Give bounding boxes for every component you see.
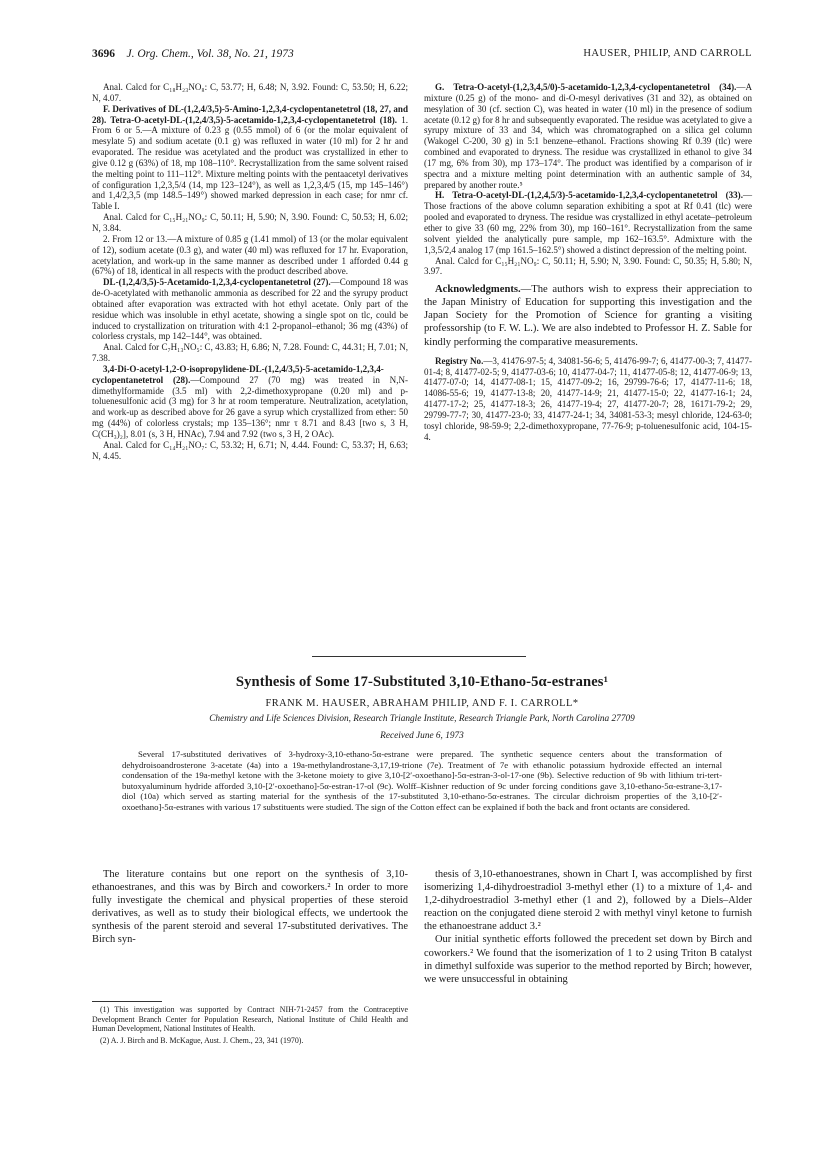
analysis-paragraph: Anal. Calcd for C₁₄H₂₁NO₇: C, 53.32; H, 6.71; N, 4.44. Found: C, 53.37; H, 6.63; N, 4.45. — [92, 439, 408, 461]
experimental-right-column — [424, 82, 752, 442]
body-paragraph: Our initial synthetic efforts followed the precedent set down by Birch and coworkers.² We found that the isomerization of 1 to 2 using Triton B catalyst in dimethyl sulfoxide was superior to the method reported by Birch; however, we were unsuccessful in obtaining — [424, 934, 752, 985]
compound-27-paragraph — [92, 277, 408, 342]
analysis-paragraph: Anal. Calcd for C₁₅H₂₁NO₉: C, 50.11; H, 5.90; N, 3.90. Found: C, 50.35; H, 5.80; N, 3.97. — [424, 255, 752, 277]
header-left — [92, 48, 294, 60]
article-title: Synthesis of Some 17-Substituted 3,10-Ethano-5α-estranes¹ — [235, 674, 609, 690]
journal-citation: J. Org. Chem., Vol. 38, No. 21, 1973 — [126, 48, 294, 60]
experimental-left-column — [92, 82, 408, 462]
compound-27-heading: DL-(1,2,4/3,5)-5-Acetamido-1,2,3,4-cyclopentanetetrol (27). — [103, 277, 331, 288]
section-g-body: —A mixture (0.25 g) of the mono- and di-O-mesyl derivatives (31 and 32), as obtained on mesylation of 30 (cf. section C), was heated in water (10 ml) in the presence of sodium acetate (0.12 g) for 8 hr and subsequently evaporated. The residue was acetylated to give a syrupy mixture of 33 and 34, which was chromatographed on a silica gel column (Wakogel C-200, 30 g) in 5:1 benzene–ethanol. Fractions showing Rf 0.39 (tlc) were combined and evaporated to dryness. The residue was crystallized in ethanol to give 34 (17 mg, 6% from 30), mp 173–174°. The product was identified by a comparison of ir spectra and a mixture melting point determination with an authentic sample of 34, prepared by another route.⁵ — [424, 82, 752, 190]
section-f-heading: F. Derivatives of DL-(1,2,4/3,5)-5-Amino-1,2,3,4-cyclopentanetetrol (18, 27, and 28). Tetra-O-acetyl-DL-(1,2,4/3,5)-5-acetamido-1,2,3,4-cyclopentanetetrol (18). — [92, 103, 408, 125]
compound-27-body: —Compound 18 was de-O-acetylated with methanolic ammonia as described for 22 and the syrupy product obtained after evaporation was extracted with hot ethyl acetate. Only part of the residue which was insoluble in ethyl acetate, showing a single spot on tlc, could be induced to crystallization on trituration with 4:1 2-propanol–ethanol; 36 mg (43%) of colorless crystals, mp 142–144°, was obtained. — [92, 277, 408, 342]
article-separator — [312, 656, 526, 657]
registry-numbers — [424, 356, 752, 443]
acknowledgments-heading: Acknowledgments. — [435, 284, 521, 296]
intro-paragraph: The literature contains but one report on the synthesis of 3,10-ethanoestranes, and this was by Birch and coworkers.² In order to more fully investigate the chemical and physical properties of these steroid derivatives, as well as to study their biological effects, we undertook the synthesis of the parent steroid and several 17-substituted derivatives. The Birch syn- — [92, 869, 408, 946]
running-authors: HAUSER, PHILIP, AND CARROLL — [583, 48, 752, 59]
page-number: 3696 — [92, 48, 115, 60]
registry-heading: Registry No. — [435, 355, 484, 366]
received-date: Received June 6, 1973 — [380, 731, 464, 741]
abstract — [122, 749, 722, 812]
running-header — [92, 48, 752, 64]
article-body-left — [92, 868, 408, 947]
abstract-text: Several 17-substituted derivatives of 3-hydroxy-3,10-ethano-5α-estrane were prepared. The synthetic sequence centers about the transformation of dehydroisoandrosterone 3-acetate (4a) into a 19a-methylandrostane-3,17,19-trione (7e). Treatment of 7e with ethanolic potassium hydroxide effected an internal condensation of the 19a-methyl ketone with the 3-ketone moiety to give 3,10-[2′-oxoethano]-5α-estran-3-ol-17-one (9b). Selective reduction of 9b with lithium tri-tert-butoxyaluminum hydride afforded 3,10-[2′-oxoethano]-5α-estran-17-ol (9c). Wolff–Kishner reduction of 9c under forcing conditions gave 3,10-ethano-5α-estrane-3,17-diol (10a) which served as starting material for the synthesis of the 17-substituted 3,10-ethano-5α-estranes. The circular dichroism properties of the 3,10-[2′-oxoethano]-5α-estranes with various 17 substituents were studied. The sign of the Cotton effect can be explained if both the back and front octants are considered. — [122, 749, 722, 812]
footnote-2: (2) A. J. Birch and B. McKague, Aust. J. Chem., 23, 341 (1970). — [100, 1035, 304, 1045]
procedure-paragraph: 2. From 12 or 13.—A mixture of 0.85 g (1.41 mmol) of 13 (or the molar equivalent of 12), sodium acetate (0.3 g), and water (40 ml) was refluxed for 17 hr. Evaporation, acetylation, and work-up in the same manner as described under 1 afforded 0.44 g (67%) of 18, identical in all respects with the product described above. — [92, 233, 408, 277]
footnotes — [92, 1005, 408, 1047]
analysis-paragraph: Anal. Calcd for C₁₈H₂₃NO₈: C, 53.77; H, 6.48; N, 3.92. Found: C, 53.50; H, 6.22; N, 4.07. — [92, 82, 408, 103]
compound-28-paragraph — [92, 364, 408, 440]
section-h-heading: H. Tetra-O-acetyl-DL-(1,2,4,5/3)-5-acetamido-1,2,3,4-cyclopentanetetrol (33). — [435, 190, 743, 201]
section-g-heading: G. Tetra-O-acetyl-(1,2,3,4,5/0)-5-acetamido-1,2,3,4-cyclopentanetetrol (34). — [435, 82, 737, 92]
article-body-right — [424, 868, 752, 986]
footnote-rule — [92, 1001, 162, 1002]
section-f-paragraph — [92, 104, 408, 212]
section-h-body: —Those fractions of the above column separation exhibiting a spot at Rf 0.41 (tlc) were pooled and evaporated to dryness. The residue was crystallized in ethyl acetate–petroleum ether to give 33 (60 mg, 22% from 30), mp 160–161°. Recrystallization from the same solvent yielded the analytically pure sample, mp 162–163.5°. Admixture with the 1,3,5/2,4 analog 17 (mp 161.5–162.5°) showed a distinct depression of the melting point. — [424, 190, 752, 255]
analysis-paragraph: Anal. Calcd for C₁₅H₂₁NO₉: C, 50.11; H, 5.90; N, 3.90. Found: C, 50.53; H, 6.02; N, 3.84. — [92, 212, 408, 233]
article-affiliation: Chemistry and Life Sciences Division, Research Triangle Institute, Research Triangle Park, North Carolina 27709 — [209, 714, 635, 724]
compound-28-heading: 3,4-Di-O-acetyl-1,2-O-isopropylidene-DL-(1,2,4/3,5)-5-acetamido-1,2,3,4-cyclopentanetetrol (28). — [92, 363, 384, 385]
section-h-paragraph — [424, 190, 752, 255]
registry-body: —3, 41476-97-5; 4, 34081-56-6; 5, 41476-99-7; 6, 41477-00-3; 7, 41477-01-4; 8, 41477-02-5; 9, 41477-03-6; 10, 41477-04-7; 11, 41477-05-8; 12, 41477-06-9; 13, 41477-07-0; 14, 41477-08-1; 15, 41477-09-2; 16, 29799-76-6; 17, 41477-11-6; 18, 14086-55-6; 19, 41477-13-8; 20, 41477-14-9; 21, 41477-15-0; 22, 41477-16-1; 24, 41477-17-2; 25, 41477-18-3; 26, 41477-19-4; 27, 41477-20-7; 28, 16171-79-2; 29, 29799-77-7; 30, 41477-23-0; 33, 41477-24-1; 34, 34081-53-3; mesyl chloride, 124-63-0; tosyl chloride, 98-59-9; 2,2-dimethoxypropane, 77-76-9; p-toluenesulfonic acid, 104-15-4. — [424, 355, 752, 442]
section-g-paragraph — [424, 82, 752, 190]
compound-28-body: —Compound 27 (70 mg) was treated in N,N-dimethylformamide (3.5 ml) with 2,2-dimethoxypropane (0.20 ml) and p-toluenesulfonic acid (3 mg) for 3 hr at room temperature. Neutralization, acetylation, and work-up as described above for 26 gave a syrup which crystallized from ether: 50 mg (44%) of colorless crystals; mp 135–136°; nmr τ 8.71 and 8.43 [two s, 3 H, C(CH₃)₂], 8.01 (s, 3 H, HNAc), 7.94 and 7.92 (two s, 3 H, 2 OAc). — [92, 374, 408, 439]
acknowledgments-body: —The authors wish to express their appreciation to the Japan Ministry of Education for supporting this investigation and the Japan Society for the Promotion of Science for granting a visiting professorship (to F. W. L.). We are also indebted to Professor H. Z. Sable for kindly performing the comparative measurements. — [424, 284, 752, 348]
article-authors: FRANK M. HAUSER, ABRAHAM PHILIP, AND F. I. CARROLL* — [265, 698, 579, 709]
analysis-paragraph: Anal. Calcd for C₇H₁₃NO₅: C, 43.83; H, 6.86; N, 7.28. Found: C, 44.31; H, 7.01; N, 7.38. — [92, 342, 408, 364]
acknowledgments — [424, 283, 752, 348]
footnote-1: (1) This investigation was supported by Contract NIH-71-2457 from the Contraceptive Development Branch Center for Population Research, National Institute of Child Health and Human Development, National Institutes of Health. — [92, 1005, 408, 1034]
section-f-body: 1. From 6 or 5.—A mixture of 0.23 g (0.55 mmol) of 6 (or the molar equivalent of mesylate 5) and sodium acetate (0.1 g) was refluxed in water (10 ml) for 2 hr and evaporated. The residue was acetylated and the product was crystallized in ether to give 0.12 g (63%) of 18, mp 108–110°. Recrystallization from the same solvent raised the melting point to 111–112°. Mixture melting points with the pentaacetyl derivatives of configuration 1,2,3,5/4 (14, mp 123–124°), as well as 1,2,3,4/5 (15, mp 145–146°) and 1,4/2,3,5 (mp 148.5–149°) showed marked depression in each case; for nmr cf. Table I. — [92, 114, 408, 212]
body-paragraph: thesis of 3,10-ethanoestranes, shown in Chart I, was accomplished by first isomerizing 1,4-dihydroestradiol 3-methyl ether (1) to a mixture of 1,4- and 1,2-dihydroestradiol 3-methyl ether (1 and 2), followed by a Diels–Alder reaction on the conjugated diene steroid 2 with methyl vinyl ketone to furnish the ethanoestrane adduct 3.² — [424, 869, 752, 933]
